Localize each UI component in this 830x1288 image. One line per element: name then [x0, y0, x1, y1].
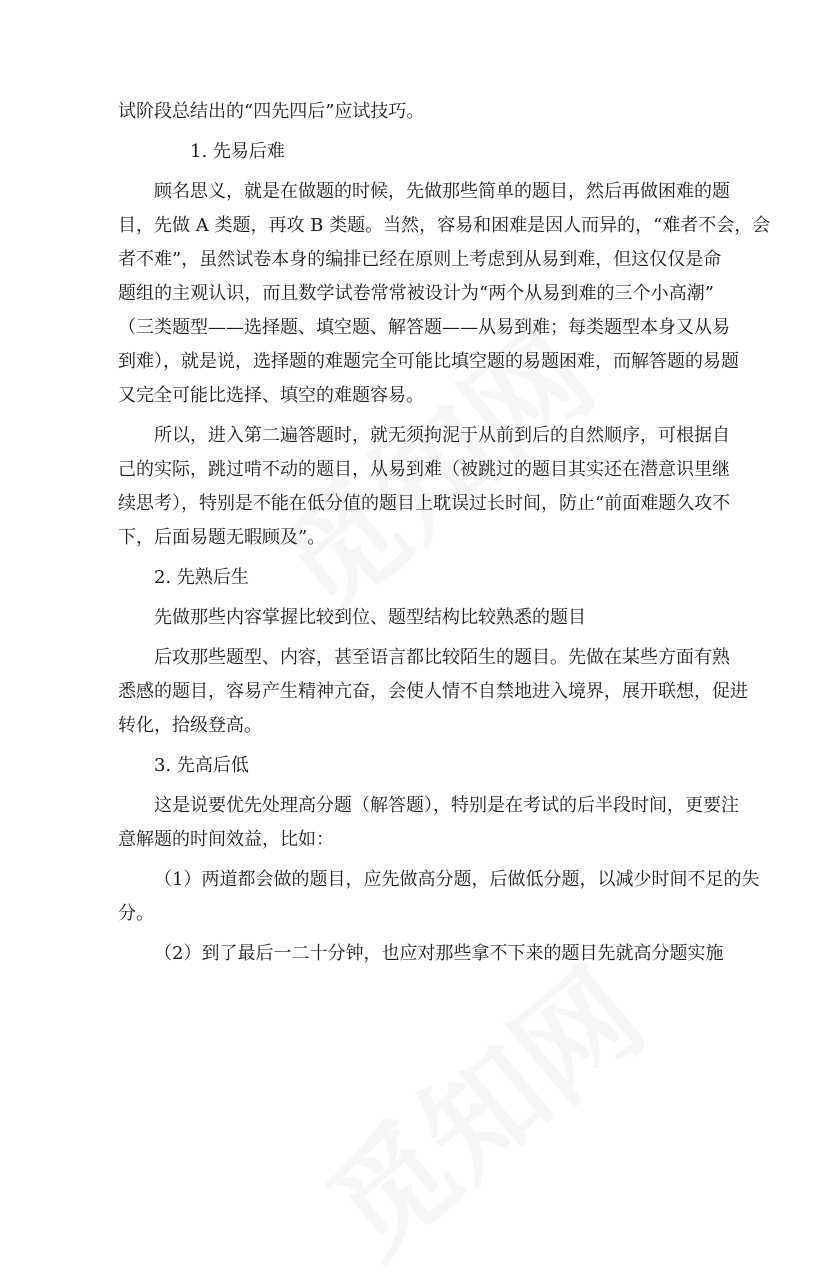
section-heading-2: 2. 先熟后生	[154, 567, 249, 588]
paragraph-line: 下，后面易题无暇顾及”。	[118, 527, 326, 548]
paragraph-line: 又完全可能比选择、填空的难题容易。	[118, 385, 424, 406]
paragraph-line: 先做那些内容掌握比较到位、题型结构比较熟悉的题目	[154, 607, 586, 628]
paragraph-line: 题组的主观认识，而且数学试卷常常被设计为“两个从易到难的三个小高潮”	[118, 283, 714, 304]
paragraph-line: （三类题型——选择题、填空题、解答题——从易到难；每类题型本身又从易	[118, 317, 730, 338]
paragraph-line: 到难），就是说，选择题的难题完全可能比填空题的易题困难，而解答题的易题	[118, 351, 739, 372]
paragraph-line: 者不难”，虽然试卷本身的编排已经在原则上考虑到从易到难，但这仅仅是命	[118, 249, 722, 270]
section-heading-3: 3. 先高后低	[154, 755, 249, 776]
paragraph-line: 目，先做 A 类题，再攻 B 类题。当然，容易和困难是因人而异的，“难者不会，会	[118, 215, 771, 236]
paragraph-line: 顾名思义，就是在做题的时候，先做那些简单的题目，然后再做困难的题	[154, 181, 730, 202]
list-item-line: （2）到了最后一二十分钟，也应对那些拿不下来的题目先就高分题实施	[154, 943, 724, 964]
list-item-line: 分。	[118, 903, 154, 924]
section-heading-1: 1. 先易后难	[190, 141, 285, 162]
document-page	[118, 95, 771, 971]
paragraph-line: 己的实际，跳过啃不动的题目，从易到难（被跳过的题目其实还在潜意识里继	[118, 459, 730, 480]
paragraph-line: 续思考），特别是不能在低分值的题目上耽误过长时间，防止“前面难题久攻不	[118, 493, 731, 514]
watermark-text-bottom	[287, 924, 673, 1287]
paragraph-line: 后攻那些题型、内容，甚至语言都比较陌生的题目。先做在某些方面有熟	[154, 647, 730, 668]
paragraph-line: 转化，拾级登高。	[118, 715, 262, 736]
paragraph-line: 悉感的题目，容易产生精神亢奋，会使人情不自禁地进入境界，展开联想，促进	[118, 681, 748, 702]
paragraph-line: 所以，进入第二遍答题时，就无须拘泥于从前到后的自然顺序，可根据自	[154, 425, 730, 446]
paragraph-line: 试阶段总结出的“四先四后”应试技巧。	[118, 101, 425, 122]
paragraph-line: 意解题的时间效益，比如：	[118, 829, 334, 850]
list-item-line: （1）两道都会做的题目，应先做高分题，后做低分题，以减少时间不足的失	[154, 869, 760, 890]
paragraph-line: 这是说要优先处理高分题（解答题），特别是在考试的后半段时间，更要注	[154, 795, 739, 816]
